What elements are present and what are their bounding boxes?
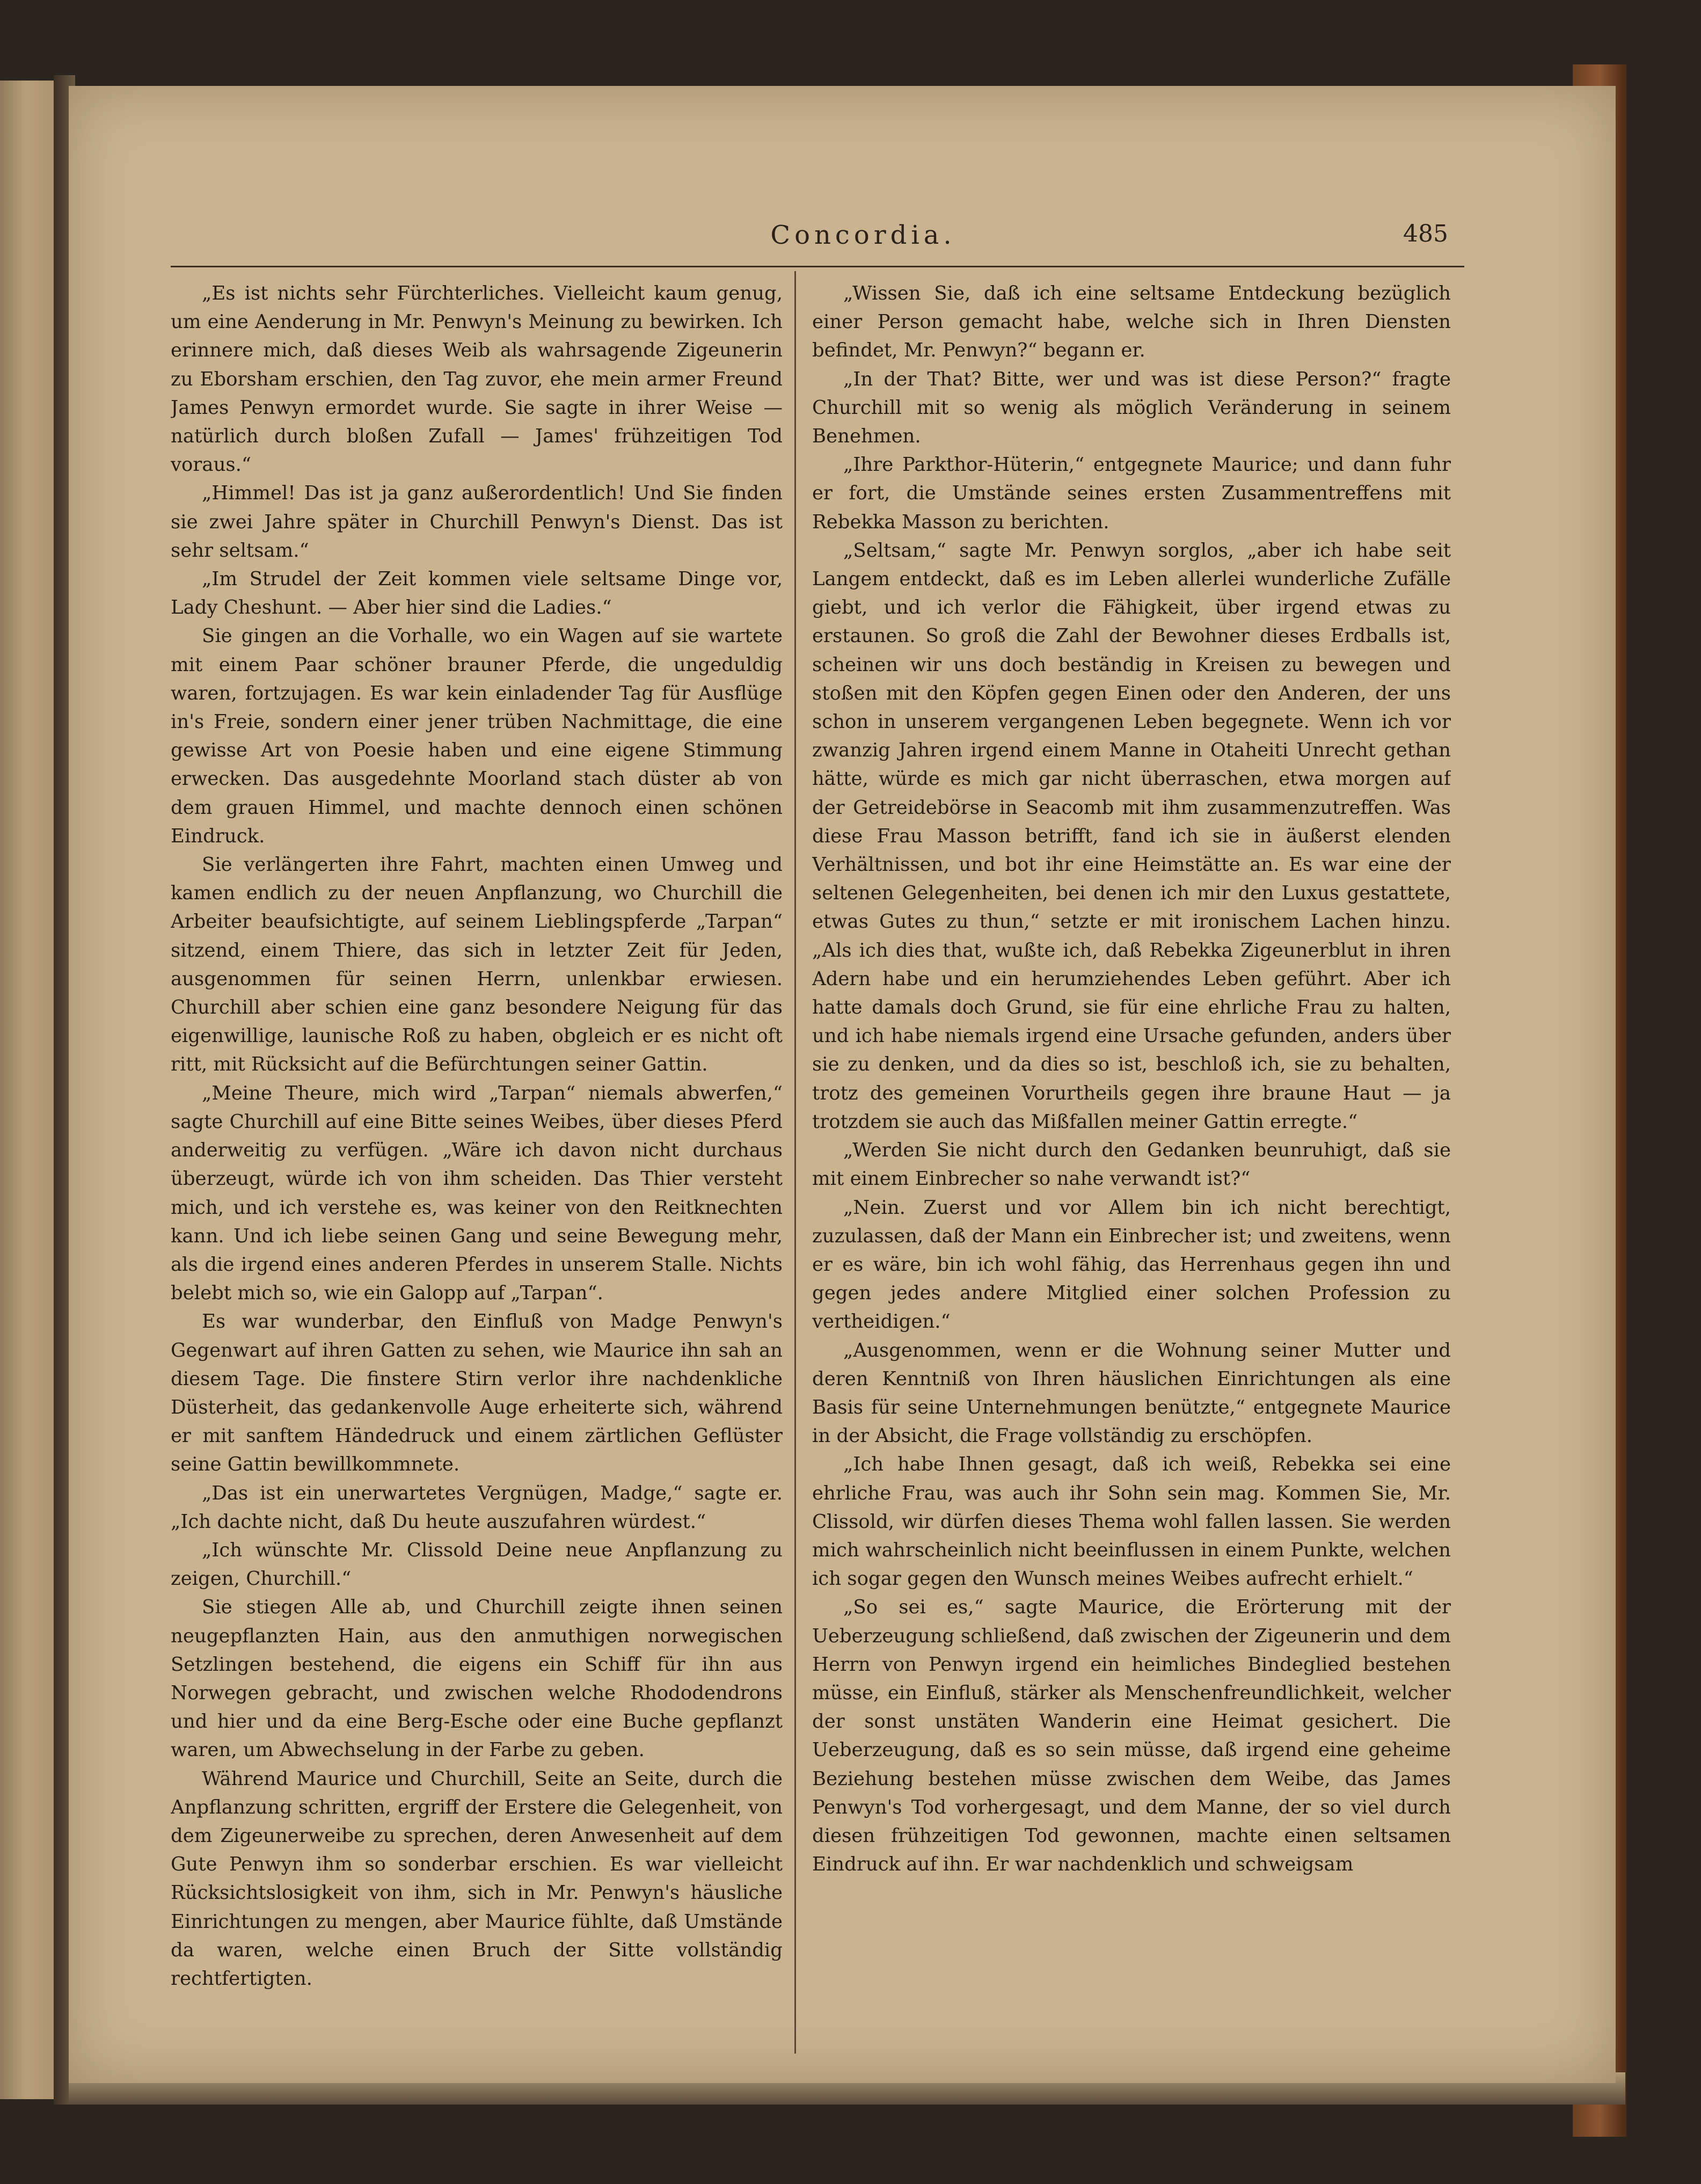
paragraph: „Im Strudel der Zeit kommen viele seltsame Dinge vor, Lady Cheshunt. — Aber hier sind die Ladies.“: [171, 568, 783, 619]
paragraph: „Das ist ein unerwartetes Vergnügen, Madge,“ sagte er. „Ich dachte nicht, daß Du heute auszufahren würdest.“: [171, 1482, 783, 1533]
paragraph: „So sei es,“ sagte Maurice, die Erörterung mit der Ueberzeugung schließend, daß zwischen der Zigeunerin und dem Herrn von Penwyn irgend ein heimliches Bindeglied bestehen müsse, ein Einfluß, stärker als Menschenfreundlichkeit, welcher der sonst unstäten Wanderin eine Heimat gesichert. Die Ueberzeugung, daß es so sein müsse, daß irgend eine geheime Beziehung bestehen müsse zwischen dem Weibe, das James Penwyn's Tod vorhergesagt, und dem Manne, der so viel durch diesen frühzeitigen Tod gewonnen, machte einen seltsamen Eindruck auf ihn. Er war nachdenklich und schweigsam: [812, 1596, 1451, 1876]
header-rule: [171, 266, 1464, 267]
paragraph: „Werden Sie nicht durch den Gedanken beunruhigt, daß sie mit einem Einbrecher so nahe verwandt ist?“: [812, 1139, 1451, 1190]
column-divider: [794, 271, 796, 2054]
paragraph: „Ich wünschte Mr. Clissold Deine neue Anpflanzung zu zeigen, Churchill.“: [171, 1539, 783, 1590]
paragraph: „Ihre Parkthor-Hüterin,“ entgegnete Maurice; und dann fuhr er fort, die Umstände seines ersten Zusammentreffens mit Rebekka Masson zu berichten.: [812, 454, 1451, 533]
paragraph: „Himmel! Das ist ja ganz außerordentlich! Und Sie finden sie zwei Jahre später in Churchill Penwyn's Dienst. Das ist sehr seltsam.“: [171, 482, 783, 562]
paragraph: „Ich habe Ihnen gesagt, daß ich weiß, Rebekka sei eine ehrliche Frau, was auch ihr Sohn sein mag. Kommen Sie, Mr. Clissold, wir dürfen dieses Thema wohl fallen lassen. Sie werden mich wahrscheinlich nicht beeinflussen in einem Punkte, welchen ich sogar gegen den Wunsch meines Weibes aufrecht erhielt.“: [812, 1453, 1451, 1590]
paragraph: Während Maurice und Churchill, Seite an Seite, durch die Anpflanzung schritten, ergriff der Erstere die Gelegenheit, von dem Zigeunerweibe zu sprechen, deren Anwesenheit auf dem Gute Penwyn ihm so sonderbar erschien. Es war vielleicht Rücksichtslosigkeit von ihm, sich in Mr. Penwyn's häusliche Einrichtungen zu mengen, aber Maurice fühlte, daß Umstände da waren, welche einen Bruch der Sitte vollständig rechtfertigten.: [171, 1767, 783, 1990]
paragraph: „Ausgenommen, wenn er die Wohnung seiner Mutter und deren Kenntniß von Ihren häuslichen Einrichtungen als eine Basis für seine Unternehmungen benützte,“ entgegnete Maurice in der Absicht, die Frage vollständig zu erschöpfen.: [812, 1339, 1451, 1447]
paragraph: „Nein. Zuerst und vor Allem bin ich nicht berechtigt, zuzulassen, daß der Mann ein Einbrecher ist; und zweitens, wenn er es wäre, bin ich wohl fähig, das Herrenhaus gegen ihn und gegen jedes andere Mitglied einer solchen Profession zu vertheidigen.“: [812, 1196, 1451, 1333]
running-header: [69, 220, 1616, 263]
paragraph: „Seltsam,“ sagte Mr. Penwyn sorglos, „aber ich habe seit Langem entdeckt, daß es im Leben allerlei wunderliche Zufälle giebt, und ich verlor die Fähigkeit, über irgend etwas zu erstaunen. So groß die Zahl der Bewohner dieses Erdballs ist, scheinen wir uns doch beständig in Kreisen zu bewegen und stoßen mit den Köpfen gegen Einen oder den Anderen, der uns schon in unserem vergangenen Leben begegnete. Wenn ich vor zwanzig Jahren irgend einem Manne in Otaheiti Unrecht gethan hätte, würde es mich gar nicht überraschen, etwa morgen auf der Getreidebörse in Seacomb mit ihm zusammenzutreffen. Was diese Frau Masson betrifft, fand ich sie in äußerst elenden Verhältnissen, und bot ihr eine Heimstätte an. Es war eine der seltenen Gelegenheiten, bei denen ich mir den Luxus gestattete, etwas Gutes zu thun,“ setzte er mit ironischem Lachen hinzu. „Als ich dies that, wußte ich, daß Rebekka Zigeunerblut in ihren Adern habe und ein herumziehendes Leben geführt. Aber ich hatte damals doch Grund, sie für eine ehrliche Frau zu halten, und ich habe niemals irgend eine Ursache gefunden, anders über sie zu denken, und da dies so ist, beschloß ich, sie zu behalten, trotz des gemeinen Vorurtheils gegen ihre braune Haut — ja trotzdem sie auch das Mißfallen meiner Gattin erregte.“: [812, 539, 1451, 1133]
left-text-column: [171, 279, 783, 2072]
paragraph: Es war wunderbar, den Einfluß von Madge Penwyn's Gegenwart auf ihren Gatten zu sehen, wie Maurice ihn sah an diesem Tage. Die finstere Stirn verlor ihre nachdenkliche Düsterheit, das gedankenvolle Auge erheiterte sich, während er mit sanftem Händedruck und einem zärtlichen Geflüster seine Gattin bewillkommnete.: [171, 1311, 783, 1476]
right-text-column: [812, 279, 1451, 2072]
paragraph: Sie gingen an die Vorhalle, wo ein Wagen auf sie wartete mit einem Paar schöner brauner Pferde, die ungeduldig waren, fortzujagen. Es war kein einladender Tag für Ausflüge in's Freie, sondern einer jener trüben Nachmittage, die eine gewisse Art von Poesie haben und eine eigene Stimmung erwecken. Das ausgedehnte Moorland stach düster ab von dem grauen Himmel, und machte dennoch einen schönen Eindruck.: [171, 625, 783, 847]
paragraph: Sie verlängerten ihre Fahrt, machten einen Umweg und kamen endlich zu der neuen Anpflanzung, wo Churchill die Arbeiter beaufsichtigte, auf seinem Lieblingspferde „Tarpan“ sitzend, einem Thiere, das sich in letzter Zeit für Jeden, ausgenommen für seinen Herrn, unlenkbar erwiesen. Churchill aber schien eine ganz besondere Neigung für das eigenwillige, launische Roß zu haben, obgleich er es nicht oft ritt, mit Rücksicht auf die Befürchtungen seiner Gattin.: [171, 854, 783, 1076]
paragraph: „Es ist nichts sehr Fürchterliches. Vielleicht kaum genug, um eine Aenderung in Mr. Penwyn's Meinung zu bewirken. Ich erinnere mich, daß dieses Weib als wahrsagende Zigeunerin zu Eborsham erschien, den Tag zuvor, ehe mein armer Freund James Penwyn ermordet wurde. Sie sagte in ihrer Weise — natürlich durch bloßen Zufall — James' frühzeitigen Tod voraus.“: [171, 282, 783, 476]
running-title: Concordia.: [770, 220, 956, 250]
paragraph: Sie stiegen Alle ab, und Churchill zeigte ihnen seinen neugepflanzten Hain, aus den anmuthigen norwegischen Setzlingen bestehend, die eigens ein Schiff für ihn aus Norwegen gebracht, und zwischen welche Rhododendrons und hier und da eine Berg-Esche oder eine Buche gepflanzt waren, um Abwechselung in der Farbe zu geben.: [171, 1596, 783, 1761]
book-page: [69, 86, 1616, 2083]
paragraph: „Wissen Sie, daß ich eine seltsame Entdeckung bezüglich einer Person gemacht habe, welche sich in Ihren Diensten befindet, Mr. Penwyn?“ begann er.: [812, 282, 1451, 362]
page-number: 485: [1403, 220, 1448, 247]
paragraph: „In der That? Bitte, wer und was ist diese Person?“ fragte Churchill mit so wenig als möglich Veränderung in seinem Benehmen.: [812, 368, 1451, 448]
paragraph: „Meine Theure, mich wird „Tarpan“ niemals abwerfen,“ sagte Churchill auf eine Bitte seines Weibes, über dieses Pferd anderweitig zu verfügen. „Wäre ich davon nicht durchaus überzeugt, würde ich von ihm scheiden. Das Thier versteht mich, und ich verstehe es, was keiner von den Reitknechten kann. Und ich liebe seinen Gang und seine Bewegung mehr, als die irgend eines anderen Pferdes in unserem Stalle. Nichts belebt mich so, wie ein Galopp auf „Tarpan“.: [171, 1082, 783, 1305]
